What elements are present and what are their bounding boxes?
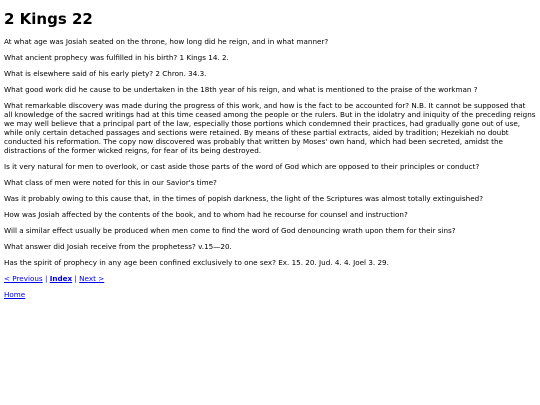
question-8: Was it probably owing to this cause that, in the times of popish darkness, the light of the Scriptures was almost totally extinguished? xyxy=(4,194,484,203)
question-3: What is elsewhere said of his early piety? 2 Chron. 34.3. xyxy=(4,69,207,78)
next-link[interactable]: Next > xyxy=(79,274,105,283)
home-nav xyxy=(4,290,536,299)
question-2: What ancient prophecy was fulfilled in his birth? 1 Kings 14. 2. xyxy=(4,53,229,62)
question-6: Is it very natural for men to overlook, or cast aside those parts of the word of God which are opposed to their principles or conduct? xyxy=(4,162,480,171)
index-link[interactable]: Index xyxy=(49,274,73,283)
question-7: What class of men were noted for this in our Savior's time? xyxy=(4,178,217,187)
page-title: 2 Kings 22 xyxy=(4,10,93,28)
home-link[interactable]: Home xyxy=(4,290,26,299)
question-4: What good work did he cause to be undertaken in the 18th year of his reign, and what is mentioned to the praise of the workman ? xyxy=(4,85,478,94)
question-9: How was Josiah affected by the contents of the book, and to whom had he recourse for counsel and instruction? xyxy=(4,210,408,219)
question-1: At what age was Josiah seated on the throne, how long did he reign, and in what manner? xyxy=(4,37,329,46)
question-12: Has the spirit of prophecy in any age been confined exclusively to one sex? Ex. 15. 20. Jud. 4. 4. Joel 3. 29. xyxy=(4,258,389,267)
pagination-nav xyxy=(4,274,536,283)
question-5: What remarkable discovery was made during the progress of this work, and how is the fact to be accounted for? N.B. It cannot be supposed that all knowledge of the sacred writings had at this time ceased among the people or the rulers. But in the idolatry and iniquity of the preceding reigns we may well believe that a principal part of the law, especially those portions which condemned their practices, had gradually gone out of use, while only certain detached passages and sections were retained. By means of these partial extracts, aided by tradition; Hezekiah no doubt conducted his reformation. The copy now discovered was probably that written by Moses' own hand, which had been secreted, amidst the distractions of the former wicked reigns, for fear of its being destroyed. xyxy=(4,101,536,155)
question-11: What answer did Josiah receive from the prophetess? v.15—20. xyxy=(4,242,232,251)
previous-link[interactable]: < Previous xyxy=(4,274,43,283)
nav-separator: | xyxy=(74,274,77,283)
question-10: Will a similar effect usually be produced when men come to find the word of God denouncing wrath upon them for their sins? xyxy=(4,226,456,235)
nav-separator: | xyxy=(44,274,48,283)
